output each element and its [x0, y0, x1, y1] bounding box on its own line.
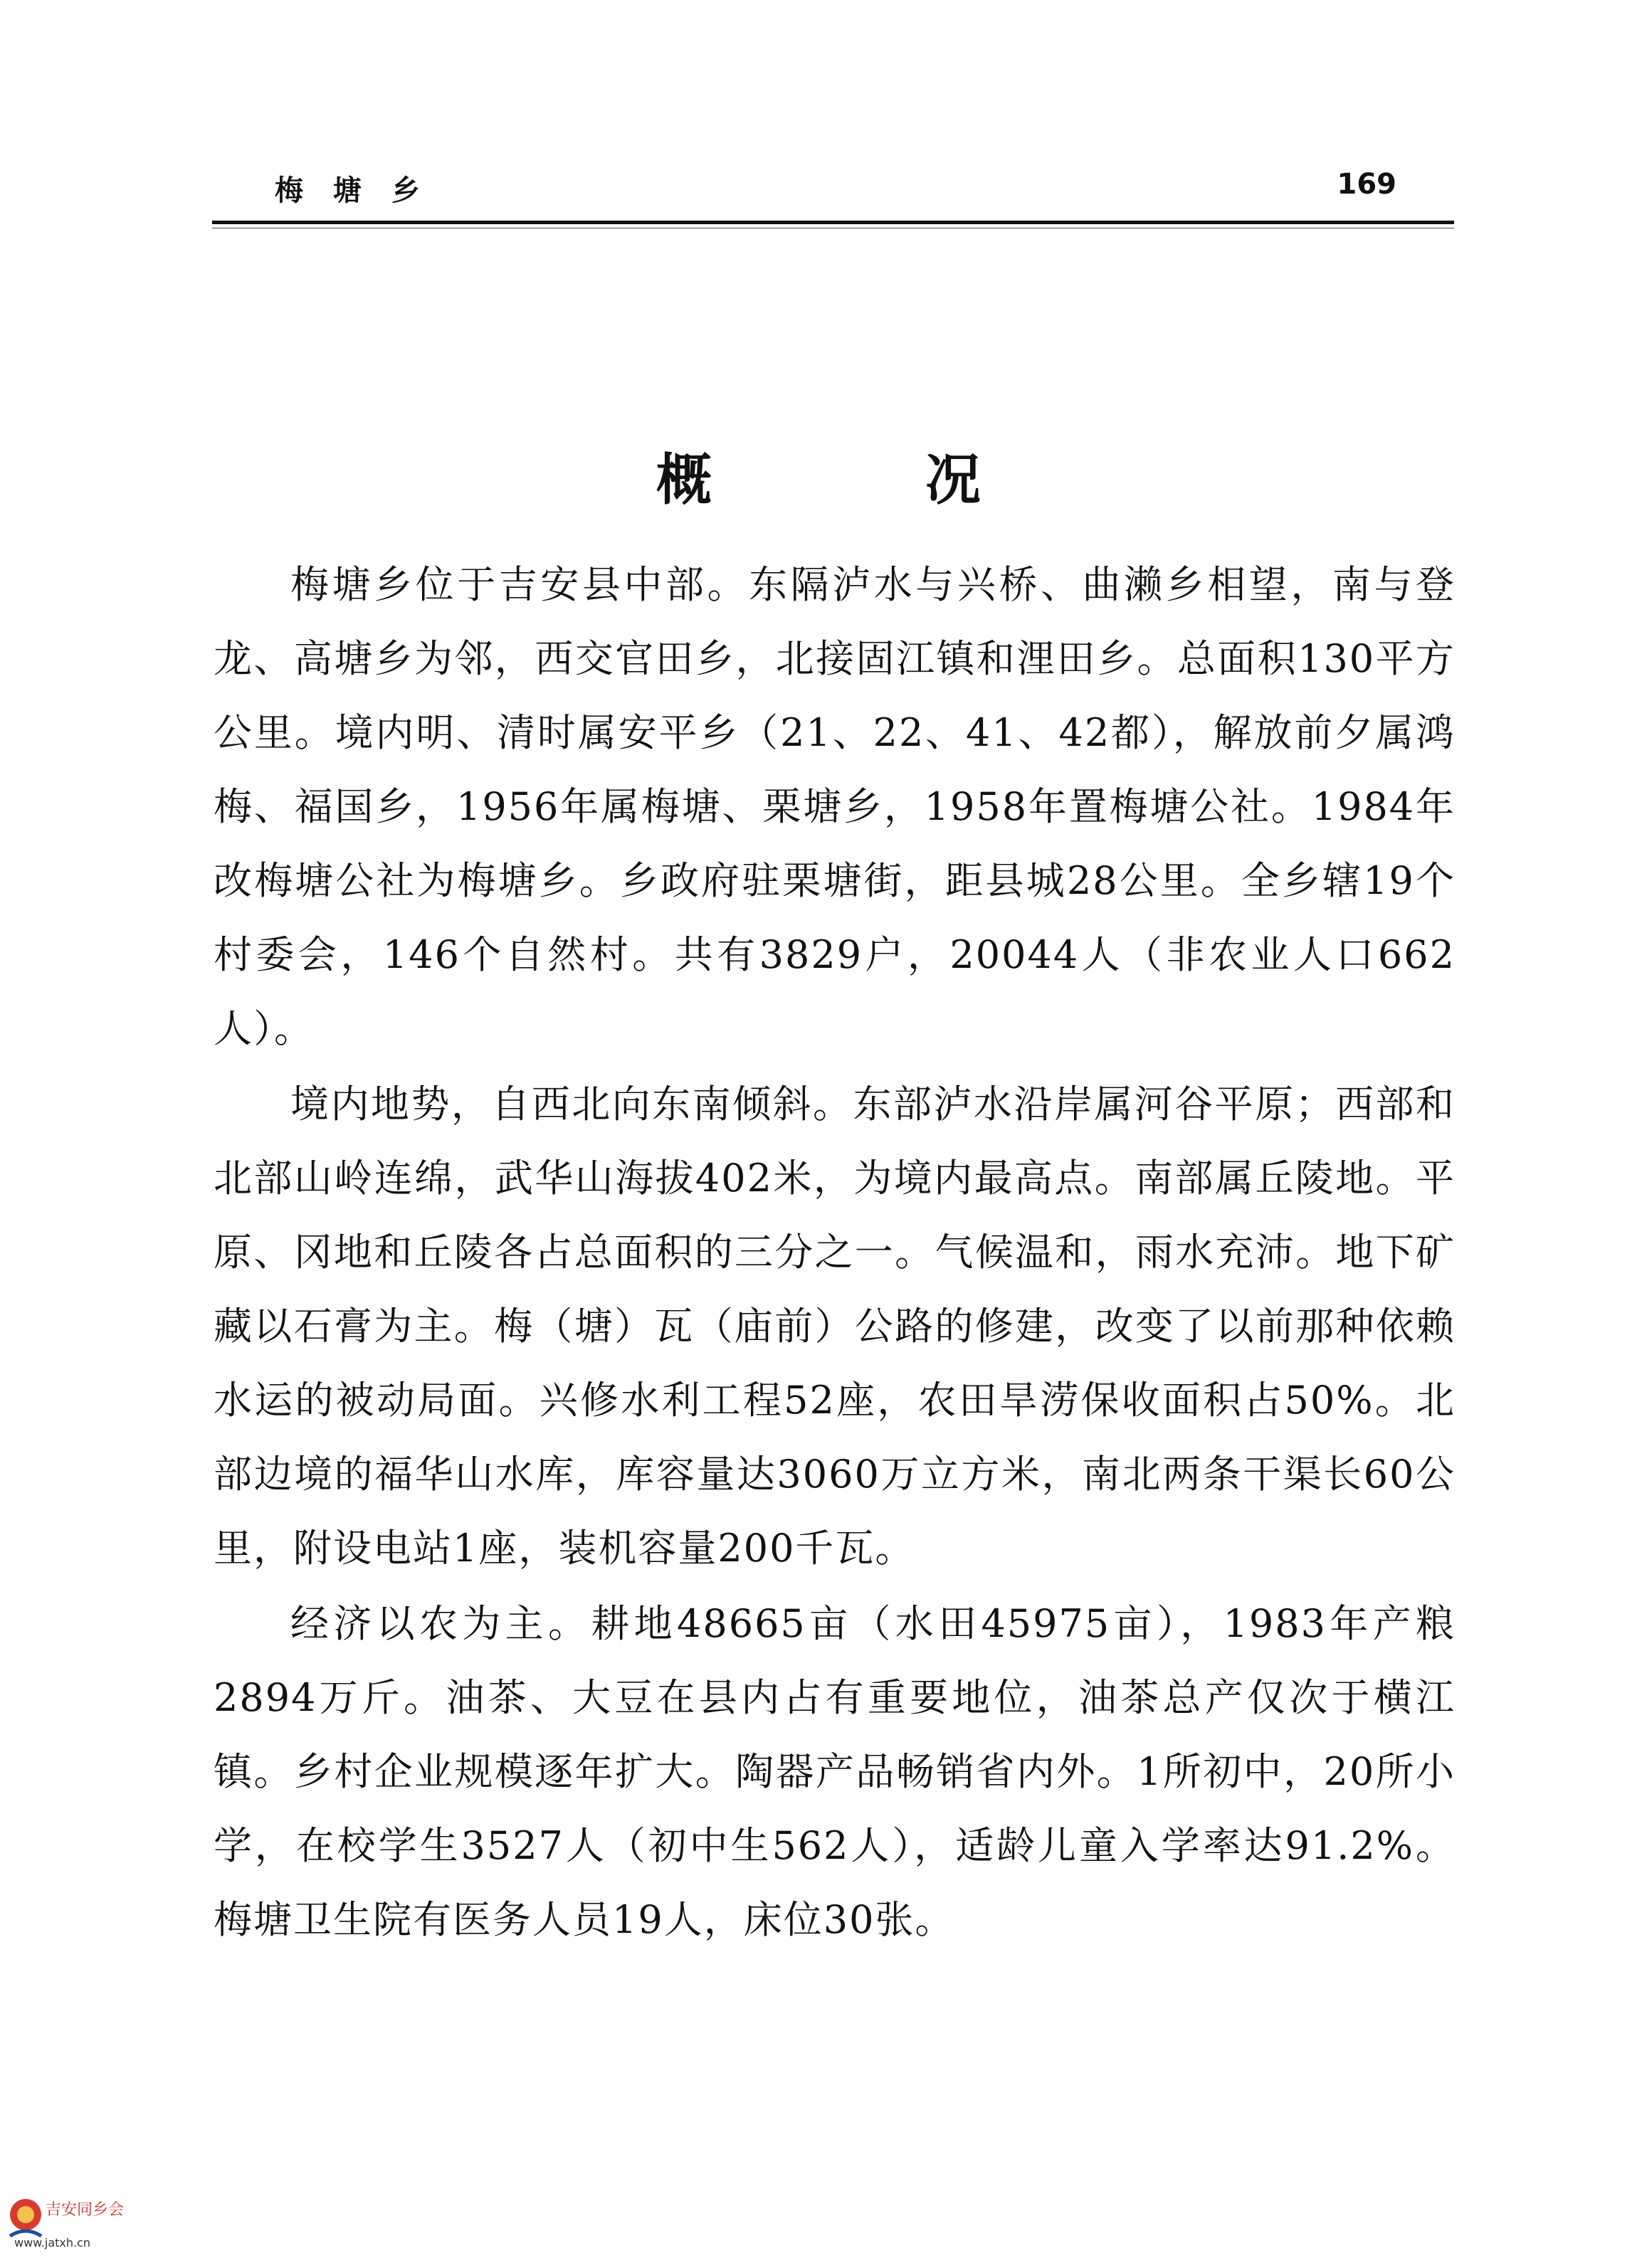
running-title: 梅 塘 乡	[275, 174, 430, 207]
page-number: 169	[1337, 168, 1396, 201]
section-title: 概况	[656, 448, 1194, 513]
watermark	[4, 2192, 218, 2256]
paragraph-terrain: 境内地势，自西北向东南倾斜。东部泸水沿岸属河谷平原；西部和北部山岭连绵，武华山海拔402米，为境内最高点。南部属丘陵地。平原、冈地和丘陵各占总面积的三分之一。气候温和，雨水充沛。地下矿藏以石膏为主。梅（塘）瓦（庙前）公路的修建，改变了以前那种依赖水运的被动局面。兴修水利工程52座，农田旱涝保收面积占50%。北部边境的福华山水库，库容量达3060万立方米，南北两条干渠长60公里，附设电站1座，装机容量200千瓦。	[214, 1082, 1456, 1571]
paragraph-economy: 经济以农为主。耕地48665亩（水田45975亩），1983年产粮2894万斤。油茶、大豆在县内占有重要地位，油茶总产仅次于横江镇。乡村企业规模逐年扩大。陶器产品畅销省内外。1所初中，20所小学，在校学生3527人（初中生562人），适龄儿童入学率达91.2%。梅塘卫生院有医务人员19人，床位30张。	[214, 1601, 1456, 1942]
paragraph-overview: 梅塘乡位于吉安县中部。东隔泸水与兴桥、曲濑乡相望，南与登龙、高塘乡为邻，西交官田乡，北接固江镇和浬田乡。总面积130平方公里。境内明、清时属安平乡（21、22、41、42都），解放前夕属鸿梅、福国乡，1956年属梅塘、栗塘乡，1958年置梅塘公社。1984年改梅塘公社为梅塘乡。乡政府驻栗塘街，距县城28公里。全乡辖19个村委会，146个自然村。共有3829户，20044人（非农业人口662人）。	[214, 562, 1456, 1051]
body-text	[214, 548, 1456, 1957]
running-header	[214, 168, 1452, 218]
watermark-name: 吉安同乡会	[46, 2201, 125, 2219]
watermark-url: www.jatxh.cn	[14, 2236, 91, 2249]
header-rule	[212, 221, 1454, 224]
